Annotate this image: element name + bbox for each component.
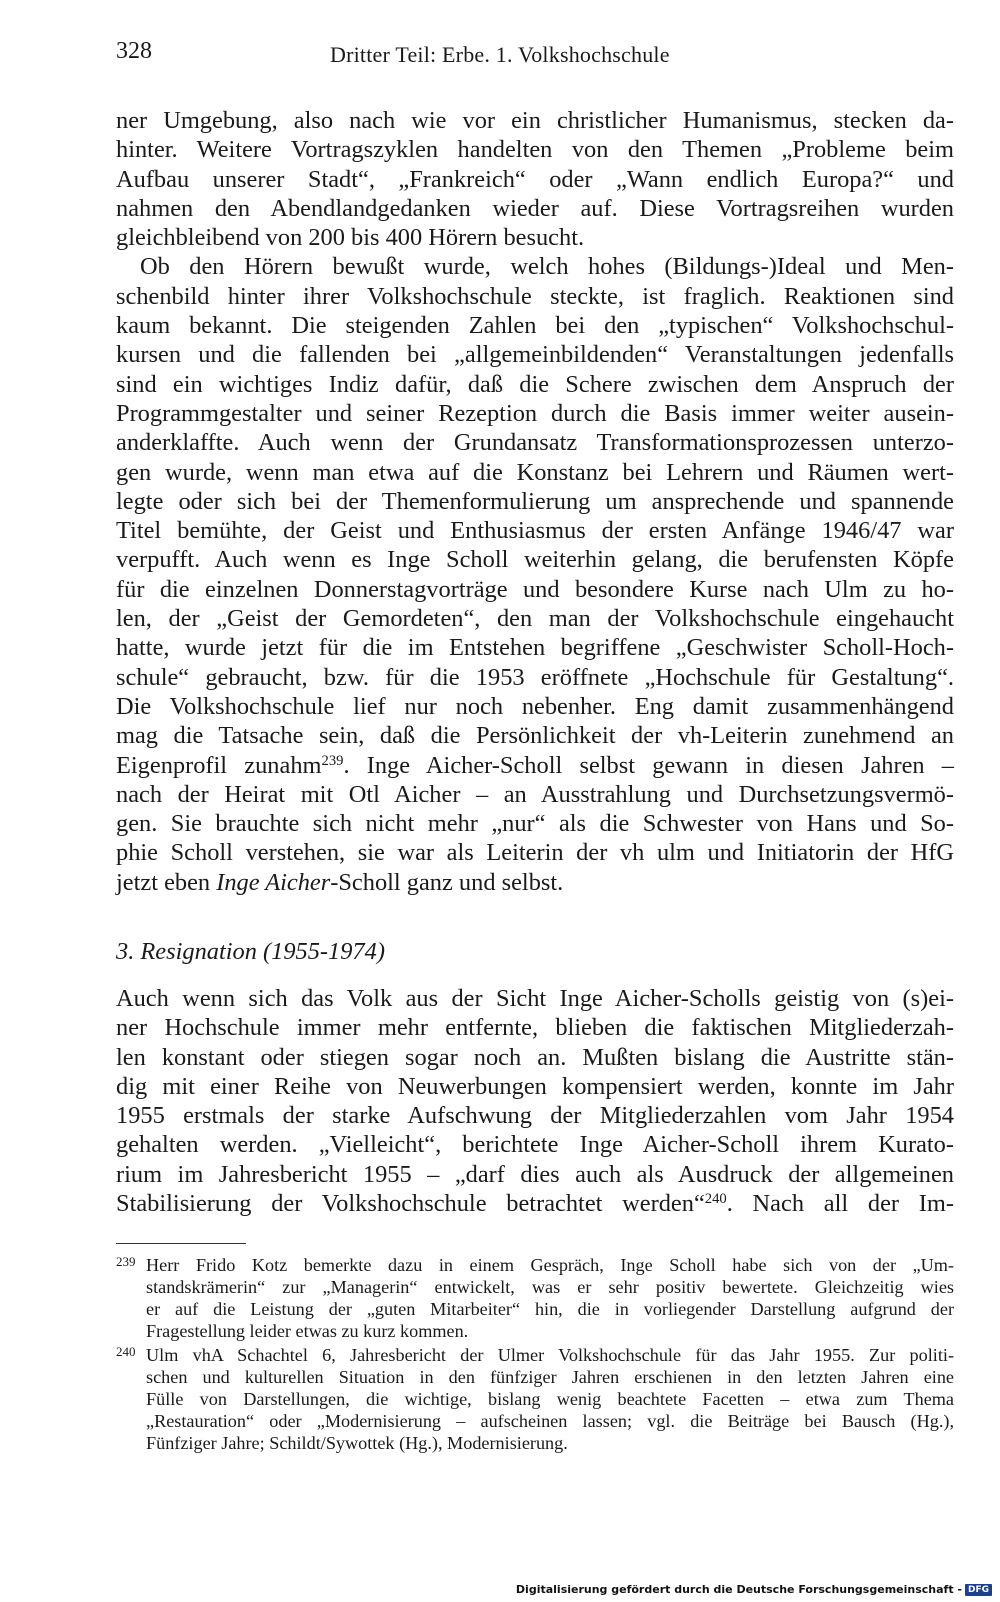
- text-line: phie Scholl verstehen, sie war als Leiterin der vh ulm und Initiatorin der HfG: [116, 839, 954, 867]
- page-number: 328: [116, 38, 152, 64]
- footnote-number: 240: [116, 1344, 136, 1359]
- body-paragraph-continued: [116, 106, 954, 897]
- footnote-ref-239[interactable]: 239: [321, 752, 344, 769]
- text-fragment: Stabilisierung der Volkshochschule betrachtet werden“: [116, 1190, 705, 1218]
- text-line: Titel bemühte, der Geist und Enthusiasmus der ersten Anfänge 1946/47 war: [116, 517, 954, 545]
- footnote-240: [116, 1344, 954, 1454]
- text-line: nahmen den Abendlandgedanken wieder auf. Diese Vortragsreihen wurden: [116, 194, 954, 222]
- text-fragment: . Nach all der Im-: [726, 1190, 954, 1218]
- running-head: Dritter Teil: Erbe. 1. Volkshochschule: [330, 42, 670, 67]
- text-line: ner Hochschule immer mehr entfernte, blieben die faktischen Mitgliederzah-: [116, 1014, 954, 1042]
- text-line: sind ein wichtiges Indiz dafür, daß die Schere zwischen dem Anspruch der: [116, 370, 954, 398]
- text-line: mag die Tatsache sein, daß die Persönlichkeit der vh-Leiterin zunehmend an: [116, 722, 954, 750]
- text-line: für die einzelnen Donnerstagvorträge und besondere Kurse nach Ulm zu ho-: [116, 575, 954, 603]
- text-fragment: Eigenprofil zunahm: [116, 751, 322, 779]
- footnote-line: schen und kulturellen Situation in den fünfziger Jahren erschienen in den letzten Jahren eine: [146, 1367, 954, 1387]
- text-fragment: jetzt eben: [116, 868, 217, 896]
- text-line: Auch wenn sich das Volk aus der Sicht Inge Aicher-Scholls geistig von (s)ei-: [116, 985, 954, 1012]
- text-line: Ob den Hörern bewußt wurde, welch hohes (Bildungs-)Ideal und Men-: [140, 253, 954, 281]
- footnote-number: 239: [116, 1254, 136, 1269]
- text-line: gleichbleibend von 200 bis 400 Hörern besucht.: [116, 224, 585, 252]
- text-fragment: . Inge Aicher-Scholl selbst gewann in diesen Jahren –: [343, 751, 954, 779]
- footnote-line: Fülle von Darstellungen, die wichtige, bislang wenig beachtete Facetten – etwa zum Thema: [146, 1389, 954, 1409]
- text-line: gen wurde, wenn man etwa auf die Konstanz bei Lehrern und Räumen wert-: [116, 458, 954, 486]
- text-line: kursen und die fallenden bei „allgemeinbildenden“ Veranstaltungen jedenfalls: [116, 341, 954, 369]
- text-line: verpufft. Auch wenn es Inge Scholl weiterhin gelang, die berufensten Köpfe: [116, 546, 954, 574]
- text-fragment: -Scholl ganz und selbst.: [330, 868, 564, 896]
- text-line: gen. Sie brauchte sich nicht mehr „nur“ als die Schwester von Hans und So-: [116, 810, 954, 838]
- text-line: hatte, wurde jetzt für die im Entstehen begriffene „Geschwister Scholl-Hoch-: [116, 634, 954, 662]
- text-line: dig mit einer Reihe von Neuwerbungen kompensiert werden, konnte im Jahr: [116, 1072, 954, 1100]
- text-line: ner Umgebung, also nach wie vor ein christlicher Humanismus, stecken da-: [116, 107, 954, 134]
- footnote-separator: [116, 1243, 246, 1244]
- text-line: len konstant oder stiegen sogar noch an. Mußten bislang die Austritte stän-: [116, 1043, 954, 1071]
- text-line: kaum bekannt. Die steigenden Zahlen bei den „typischen“ Volkshochschul-: [116, 312, 954, 340]
- italic-name: Inge Aicher: [216, 868, 331, 896]
- footnote-line: Fünfziger Jahre; Schildt/Sywottek (Hg.), Modernisierung.: [146, 1433, 568, 1453]
- digitization-credit: [516, 1583, 992, 1596]
- text-line: nach der Heirat mit Otl Aicher – an Ausstrahlung und Durchsetzungsvermö-: [116, 780, 954, 808]
- section-heading: 3. Resignation (1955-1974): [116, 938, 385, 965]
- text-line: [116, 1189, 954, 1218]
- text-line: 1955 erstmals der starke Aufschwung der Mitgliederzahlen vom Jahr 1954: [116, 1102, 954, 1130]
- text-line: schule“ gebraucht, bzw. für die 1953 eröffnete „Hochschule für Gestaltung“.: [116, 663, 954, 691]
- footnote-line: „Restauration“ oder „Modernisierung – aufscheinen lassen; vgl. die Beiträge bei Bausch (Hg.),: [146, 1411, 954, 1431]
- footnote-239: [116, 1254, 954, 1342]
- footnote-line: Herr Frido Kotz bemerkte dazu in einem Gespräch, Inge Scholl habe sich von der „Um-: [146, 1255, 954, 1275]
- footnote-line: Fragestellung leider etwas zu kurz kommen.: [146, 1321, 469, 1341]
- text-line: Programmgestalter und seiner Rezeption durch die Basis immer weiter ausein-: [116, 399, 954, 427]
- text-line: hinter. Weitere Vortragszyklen handelten von den Themen „Probleme beim: [116, 136, 954, 164]
- text-line: Die Volkshochschule lief nur noch nebenher. Eng damit zusammenhängend: [116, 692, 954, 720]
- text-line: anderklaffte. Auch wenn der Grundansatz Transformationsprozessen unterzo-: [116, 429, 954, 457]
- body-paragraph: [116, 984, 954, 1218]
- text-line: Aufbau unserer Stadt“, „Frankreich“ oder „Wann endlich Europa?“ und: [116, 165, 954, 193]
- footnotes: [116, 1254, 954, 1456]
- text-line: rium im Jahresbericht 1955 – „darf dies auch als Ausdruck der allgemeinen: [116, 1160, 954, 1188]
- footnote-line: Ulm vhA Schachtel 6, Jahresbericht der Ulmer Volkshochschule für das Jahr 1955. Zur politi-: [146, 1345, 954, 1365]
- text-line: [116, 868, 954, 897]
- text-line: schenbild hinter ihrer Volkshochschule steckte, ist fraglich. Reaktionen sind: [116, 282, 954, 310]
- footnote-line: er auf die Leistung der „guten Mitarbeiter“ hin, die in vorliegender Darstellung aufgrund der: [146, 1299, 954, 1319]
- footnote-ref-240[interactable]: 240: [704, 1191, 727, 1208]
- text-line: legte oder sich bei der Themenformulierung um ansprechende und spannende: [116, 487, 954, 515]
- digitization-credit-text: Digitalisierung gefördert durch die Deutsche Forschungsgemeinschaft -: [515, 1583, 962, 1596]
- text-line: len, der „Geist der Gemordeten“, den man der Volkshochschule eingehaucht: [116, 605, 954, 633]
- dfg-logo: DFG: [965, 1584, 992, 1596]
- text-line: [116, 751, 954, 780]
- text-line: gehalten werden. „Vielleicht“, berichtete Inge Aicher-Scholl ihrem Kurato-: [116, 1131, 954, 1159]
- footnote-line: standskrämerin“ zur „Managerin“ entwickelt, was er sehr positiv bewertete. Gleichzeitig wies: [146, 1277, 954, 1297]
